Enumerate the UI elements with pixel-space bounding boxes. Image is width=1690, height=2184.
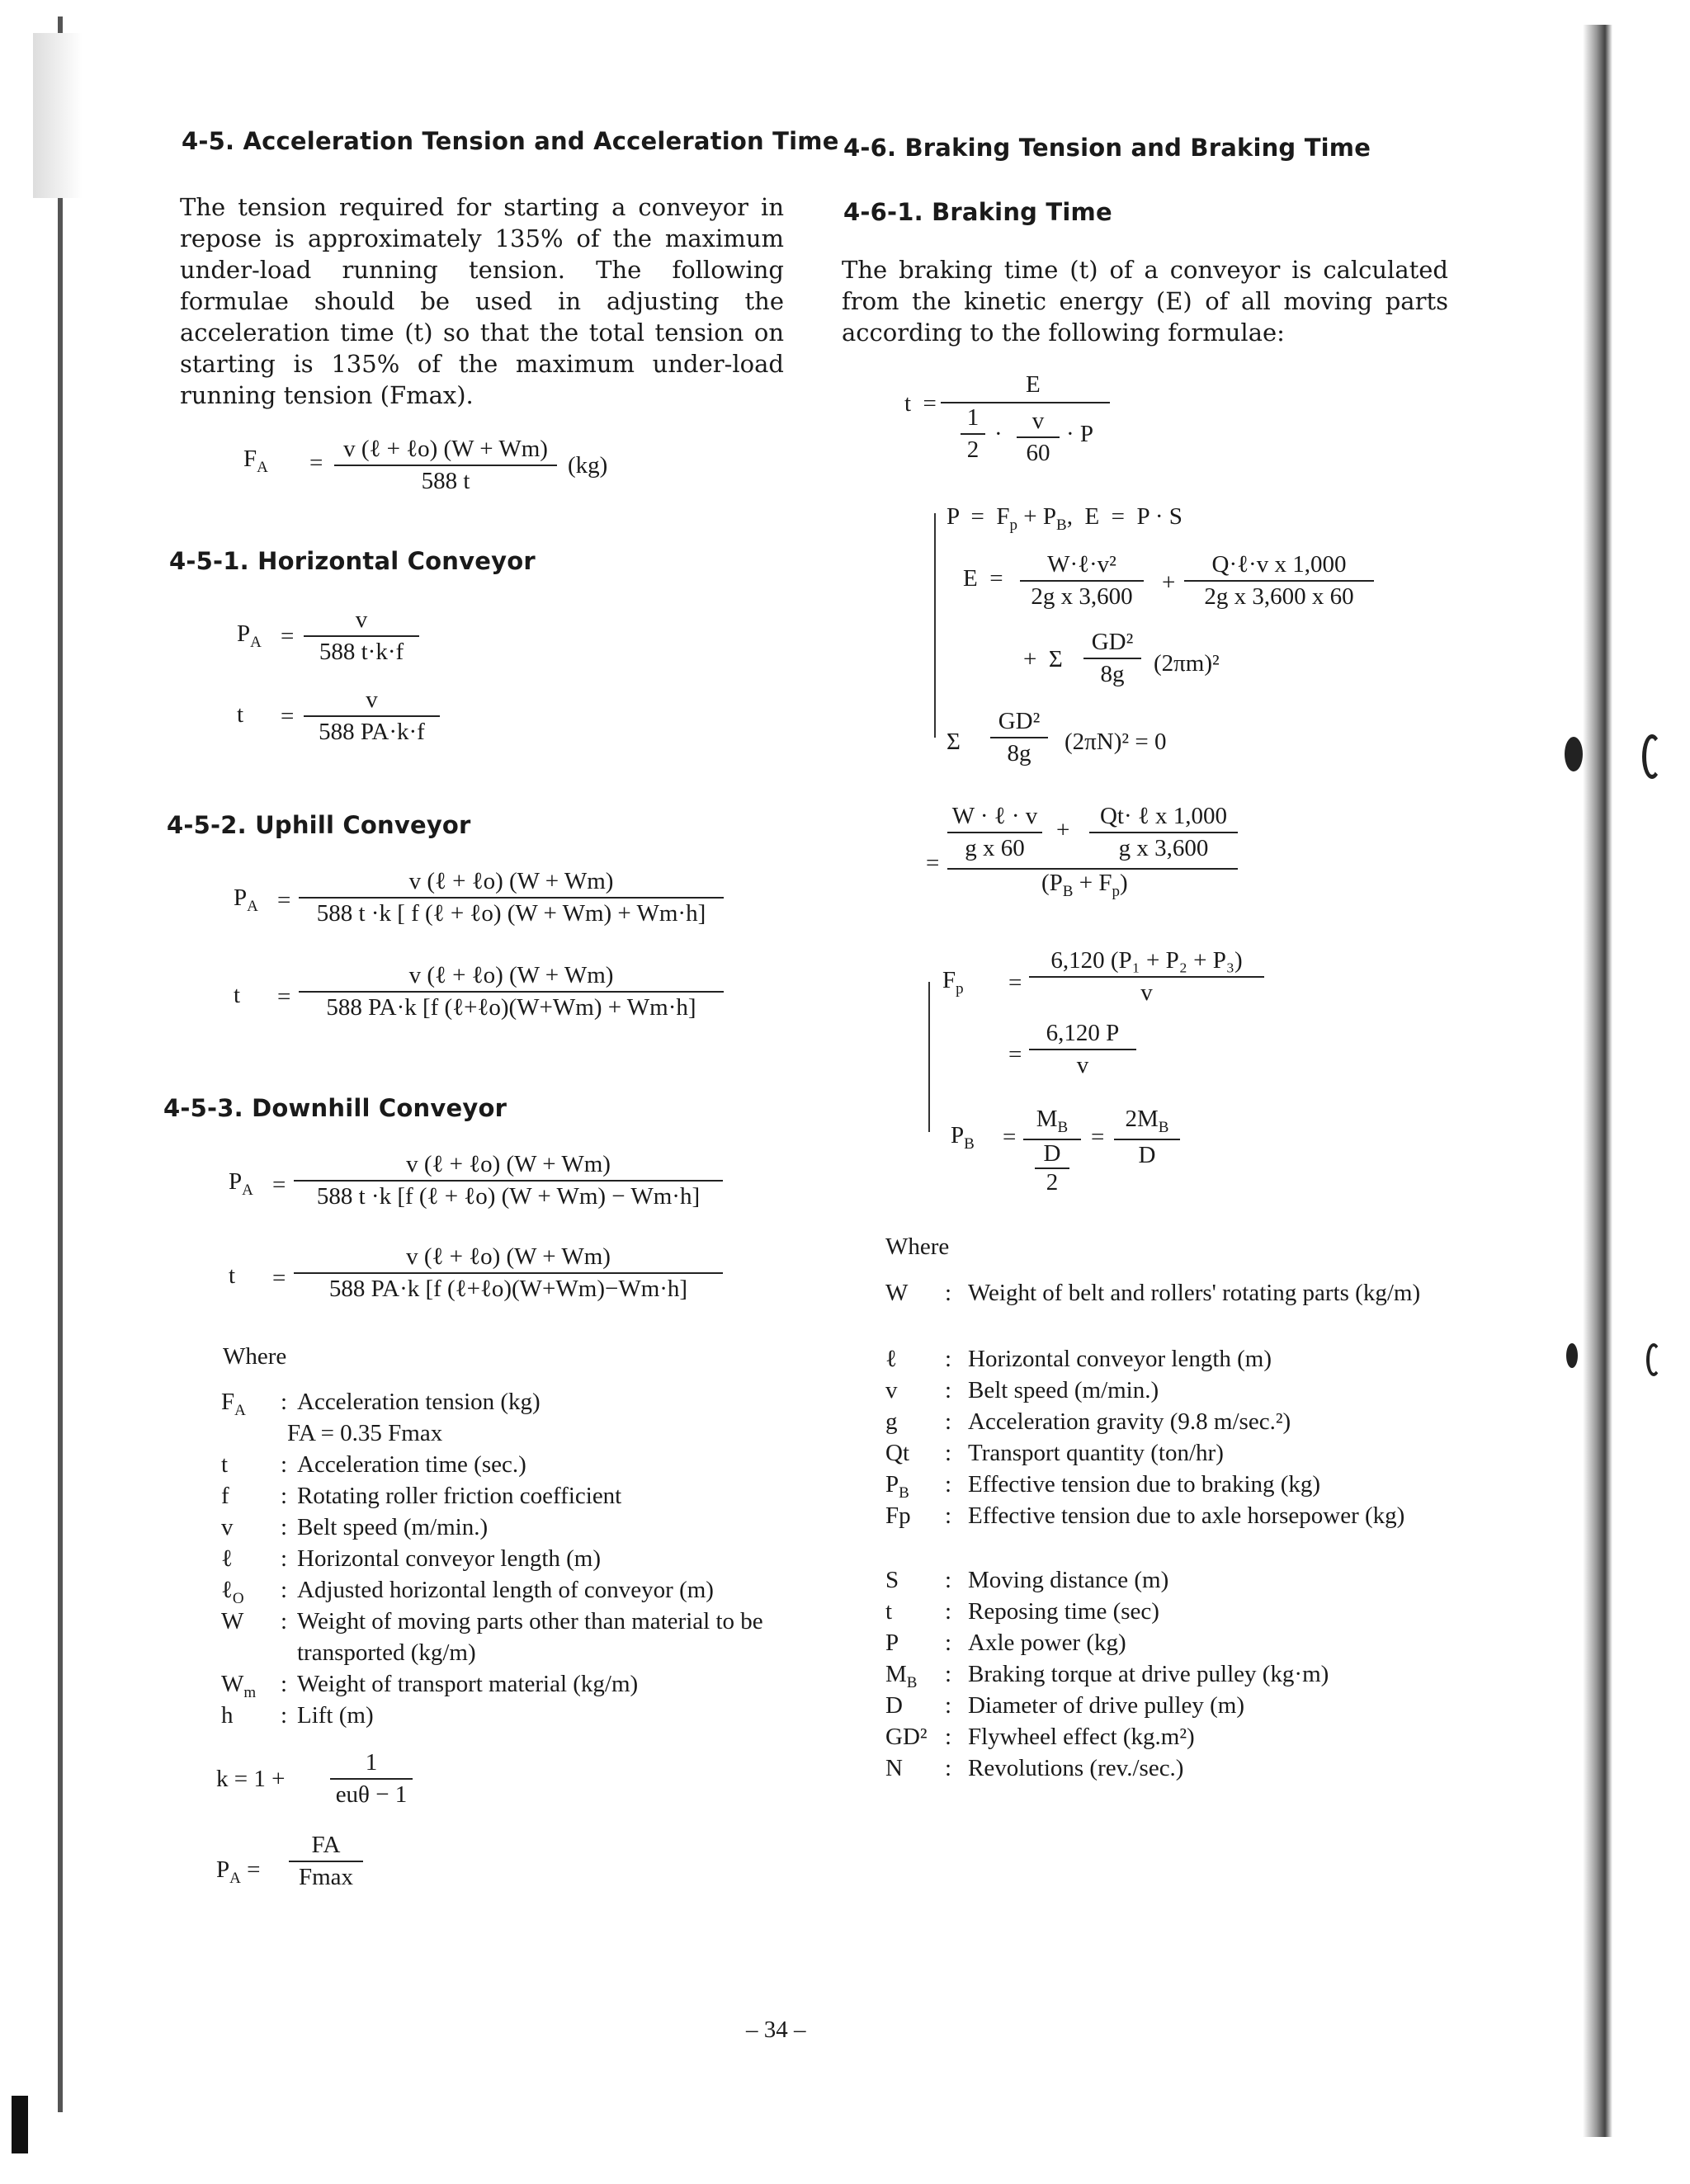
right-def-d: D : Diameter of drive pulley (m) (885, 1690, 1447, 1721)
right-def-fp: Fp : Effective tension due to axle horsepower (kg) (885, 1500, 1447, 1563)
k-fraction (330, 1749, 413, 1809)
half-denominator: 2 (966, 436, 980, 463)
def-symbol: g (885, 1408, 898, 1435)
scan-bottom-mark (12, 2096, 28, 2153)
def-symbol: t (221, 1451, 229, 1478)
def-text: FA = 0.35 Fmax (287, 1420, 443, 1446)
h-pa-equals: = (281, 623, 295, 649)
v60-numerator: v (1017, 408, 1060, 438)
def-symbol: v (885, 1377, 898, 1403)
def-symbol: GD² (885, 1724, 928, 1750)
section-4-6-title: 4-6. Braking Tension and Braking Time (843, 134, 1371, 162)
u-pa-fraction (299, 868, 724, 927)
v60-fraction (1017, 408, 1060, 467)
big-plus: + (1056, 817, 1070, 843)
fa-unit: (kg) (568, 452, 608, 479)
fp1-numerator: 6,120 (P₁ + P₂ + P₃) (1029, 947, 1264, 978)
def-symbol: S (885, 1567, 899, 1593)
binder-hole-2 (1642, 734, 1662, 779)
t-label: t = (904, 390, 937, 417)
p-line: $P = F_p + P_B$, E = P · S (946, 503, 1183, 534)
pa2-label: $P_A$ = (216, 1856, 261, 1887)
def-symbol: ℓ (221, 1545, 233, 1572)
left-def-lo: ℓ$_O$ : Adjusted horizontal length of conveyor (m) (221, 1574, 782, 1606)
binder-hole-3 (1566, 1343, 1578, 1368)
d-pa-numerator: v (ℓ + ℓo) (W + Wm) (294, 1151, 723, 1182)
right-def-p: P : Axle power (kg) (885, 1627, 1447, 1658)
scan-right-edge (1583, 25, 1612, 2137)
pa2-numerator: FA (289, 1832, 363, 1862)
k-denominator: euθ − 1 (335, 1781, 408, 1808)
e-frac1-numerator: W·ℓ·v² (1020, 551, 1144, 582)
left-def-l: ℓ : Horizontal conveyor length (m) (221, 1543, 782, 1574)
def-text: Braking torque at drive pulley (kg·m) (968, 1661, 1329, 1687)
pa2-fraction (289, 1832, 363, 1891)
h-pa-numerator: v (304, 606, 419, 637)
u-t-numerator: v (ℓ + ℓo) (W + Wm) (299, 962, 724, 993)
e-frac2-numerator: Q·ℓ·v x 1,000 (1184, 551, 1374, 582)
e-frac1-denominator: 2g x 3,600 (1031, 583, 1133, 610)
fp1-denominator: v (1140, 979, 1153, 1006)
def-symbol: $M_B$ (885, 1661, 918, 1691)
fp2-denominator: v (1076, 1052, 1089, 1078)
def-text: Rotating roller friction coefficient (297, 1483, 622, 1509)
h-t-equals: = (281, 703, 295, 729)
two-pi-n: (2πN)² = 0 (1065, 729, 1167, 755)
fp-fraction-2 (1029, 1020, 1136, 1079)
right-def-gd2: GD² : Flywheel effect (kg.m²) (885, 1721, 1447, 1752)
def-symbol: f (221, 1483, 229, 1509)
right-def-g: g : Acceleration gravity (9.8 m/sec.²) (885, 1406, 1447, 1437)
d-t-label: t (229, 1262, 236, 1289)
left-def-fa: $F_A$ : Acceleration tension (kg) (221, 1386, 782, 1417)
def-text: Revolutions (rev./sec.) (968, 1755, 1184, 1781)
def-symbol: ℓ$_O$ (221, 1577, 244, 1607)
def-symbol: W (221, 1608, 244, 1634)
def-text: Flywheel effect (kg.m²) (968, 1724, 1195, 1750)
big-equals: = (926, 850, 940, 876)
left-def-wm: $W_m$ : Weight of transport material (kg/m) (221, 1668, 782, 1700)
fp-label: $F_p$ (942, 967, 964, 998)
gd1-denominator: 8g (1100, 661, 1125, 687)
def-text: Effective tension due to axle horsepower (kg) (968, 1502, 1405, 1529)
fa-denominator: 588 t (421, 468, 470, 494)
def-symbol: Fp (885, 1502, 911, 1529)
pb1-denominator (1023, 1140, 1081, 1196)
big-b-denominator: g x 3,600 (1118, 835, 1209, 861)
u-pa-numerator: v (ℓ + ℓo) (W + Wm) (299, 868, 724, 899)
def-text: Effective tension due to braking (kg) (968, 1471, 1321, 1498)
e-fraction-1 (1020, 551, 1144, 611)
d-t-numerator: v (ℓ + ℓo) (W + Wm) (294, 1243, 723, 1274)
def-symbol: $W_m$ (221, 1671, 257, 1701)
u-pa-label: $P_A$ (234, 884, 258, 915)
pb2-numerator: $2M_B$ (1114, 1106, 1180, 1140)
big-b-numerator: Qt· ℓ x 1,000 (1089, 803, 1238, 833)
u-pa-equals: = (277, 887, 291, 913)
left-def-fa-value (221, 1417, 782, 1449)
h-t-denominator: 588 PA·k·f (319, 719, 425, 745)
fa-label: $F_A$ (243, 446, 268, 476)
two-pi-m: (2πm)² (1154, 650, 1220, 677)
def-text: Horizontal conveyor length (m) (968, 1346, 1272, 1372)
def-symbol: $P_B$ (885, 1471, 909, 1502)
gd1-numerator: GD² (1083, 629, 1141, 659)
left-def-w: W : Weight of moving parts other than material to be transported (kg/m) (221, 1606, 782, 1668)
v60-denominator: 60 (1026, 440, 1050, 466)
u-t-fraction (299, 962, 724, 1021)
def-symbol: N (885, 1755, 903, 1781)
def-text: Axle power (kg) (968, 1630, 1126, 1656)
right-def-pb: $P_B$ : Effective tension due to braking (kg) (885, 1469, 1447, 1500)
scan-left-edge (58, 17, 63, 2112)
pb-label: $P_B$ (951, 1122, 975, 1153)
def-text: Reposing time (sec) (968, 1598, 1159, 1625)
binder-hole-1 (1565, 737, 1583, 771)
fp-equals-1: = (1008, 969, 1022, 996)
d-pa-equals: = (272, 1172, 286, 1198)
big-a-denominator: g x 60 (965, 835, 1025, 861)
left-def-h: h : Lift (m) (221, 1700, 782, 1731)
section-4-5-paragraph: The tension required for starting a conveyor in repose is approximately 135% of the maximum under-load running tension. The following formulae should be used in adjusting the acceleration time (t) so that the total tension on starting is 135% of the maximum under-load running tension (Fmax). (180, 193, 784, 409)
left-def-f: f : Rotating roller friction coefficient (221, 1480, 782, 1512)
fp-equals-2: = (1008, 1041, 1022, 1068)
def-symbol: P (885, 1630, 899, 1656)
pb1-numerator: $M_B$ (1023, 1106, 1081, 1140)
left-where-label: Where (223, 1343, 287, 1370)
def-symbol: ℓ (885, 1346, 897, 1372)
def-symbol: h (221, 1702, 234, 1729)
e-plus: + (1162, 569, 1176, 596)
def-text: Transport quantity (ton/hr) (968, 1440, 1224, 1466)
def-text: Diameter of drive pulley (m) (968, 1692, 1244, 1719)
gd-fraction-2 (990, 708, 1048, 767)
pb-fraction-1 (1023, 1106, 1081, 1196)
h-t-label: t (237, 701, 244, 728)
d-t-equals: = (272, 1265, 286, 1291)
right-def-l: ℓ : Horizontal conveyor length (m) (885, 1343, 1447, 1375)
def-text: Weight of transport material (kg/m) (297, 1671, 639, 1697)
def-text: Lift (m) (297, 1702, 374, 1729)
sigma-plus: + Σ (1023, 646, 1063, 672)
half-fraction (961, 404, 985, 464)
left-def-t: t : Acceleration time (sec.) (221, 1449, 782, 1480)
t-times-p: · P (1066, 421, 1094, 447)
def-symbol: t (885, 1598, 893, 1625)
u-t-equals: = (277, 984, 291, 1010)
brace-fp-pb (928, 982, 930, 1132)
scan-left-shadow (33, 33, 83, 198)
fa-numerator: v (ℓ + ℓo) (W + Wm) (334, 436, 557, 466)
binder-hole-4 (1646, 1343, 1661, 1376)
t-numerator: E (1026, 371, 1041, 398)
right-def-v: v : Belt speed (m/min.) (885, 1375, 1447, 1406)
gd2-numerator: GD² (990, 708, 1048, 738)
big-denominator: $(P_B + F_p)$ (1041, 870, 1128, 900)
def-symbol: $F_A$ (221, 1389, 246, 1419)
def-symbol: Qt (885, 1440, 909, 1466)
def-symbol: W (885, 1280, 909, 1306)
big-a-fraction (947, 803, 1042, 862)
fp2-numerator: 6,120 P (1029, 1020, 1136, 1050)
pb-two: 2 (1046, 1168, 1059, 1196)
e-fraction-2 (1184, 551, 1374, 611)
section-4-5-2-title: 4-5-2. Uphill Conveyor (167, 811, 471, 839)
section-4-5-1-title: 4-5-1. Horizontal Conveyor (169, 547, 536, 575)
def-text: Acceleration time (sec.) (297, 1451, 526, 1478)
right-def-t: t : Reposing time (sec) (885, 1596, 1447, 1627)
pb-fraction-2 (1114, 1106, 1180, 1169)
half-numerator: 1 (961, 404, 985, 435)
def-text: Belt speed (m/min.) (297, 1514, 489, 1540)
def-text: Belt speed (m/min.) (968, 1377, 1159, 1403)
pb2-denominator: D (1138, 1141, 1156, 1168)
section-4-5-title: 4-5. Acceleration Tension and Acceleration Time (182, 127, 839, 155)
def-symbol: v (221, 1514, 234, 1540)
fp-fraction-1 (1029, 947, 1264, 1007)
t-dot: · (994, 421, 1003, 447)
u-pa-denominator: 588 t ·k [ f (ℓ + ℓo) (W + Wm) + Wm·h] (316, 900, 706, 927)
def-text: Acceleration gravity (9.8 m/sec.²) (968, 1408, 1291, 1435)
big-a-numerator: W · ℓ · v (947, 803, 1042, 833)
def-text: Weight of belt and rollers' rotating parts (kg/m) (968, 1280, 1421, 1306)
h-pa-label: $P_A$ (237, 620, 262, 651)
right-def-qt: Qt : Transport quantity (ton/hr) (885, 1437, 1447, 1469)
gd2-denominator: 8g (1007, 740, 1031, 767)
k-label: k = 1 + (216, 1766, 286, 1792)
def-text: Acceleration tension (kg) (297, 1389, 541, 1415)
u-t-label: t (234, 982, 241, 1008)
h-pa-denominator: 588 t·k·f (319, 639, 404, 665)
h-t-fraction (304, 686, 440, 746)
def-text: Moving distance (m) (968, 1567, 1169, 1593)
section-4-5-3-title: 4-5-3. Downhill Conveyor (163, 1094, 507, 1122)
def-text: Horizontal conveyor length (m) (297, 1545, 602, 1572)
right-def-s: S : Moving distance (m) (885, 1564, 1447, 1596)
pa2-denominator: Fmax (298, 1864, 354, 1890)
h-t-numerator: v (304, 686, 440, 717)
e-frac2-denominator: 2g x 3,600 x 60 (1204, 583, 1354, 610)
fa-fraction (334, 436, 557, 495)
gd-fraction-1 (1083, 629, 1141, 688)
e-label: E = (963, 565, 1003, 592)
pb-equals-2: = (1091, 1124, 1105, 1150)
left-def-v: v : Belt speed (m/min.) (221, 1512, 782, 1543)
d-pa-denominator: 588 t ·k [f (ℓ + ℓo) (W + Wm) − Wm·h] (316, 1183, 701, 1210)
big-b-fraction (1089, 803, 1238, 862)
def-text: Adjusted horizontal length of conveyor (m) (297, 1577, 714, 1603)
pb-equals-1: = (1003, 1124, 1017, 1150)
t-fraction-bar (941, 402, 1110, 403)
page-number: – 34 – (746, 2017, 806, 2043)
section-4-6-1-title: 4-6-1. Braking Time (843, 198, 1112, 226)
d-pa-label: $P_A$ (229, 1168, 253, 1199)
right-def-mb: $M_B$ : Braking torque at drive pulley (kg·m) (885, 1658, 1447, 1690)
h-pa-fraction (304, 606, 419, 666)
section-4-6-1-paragraph: The braking time (t) of a conveyor is calculated from the kinetic energy (E) of all moving parts according to the following formulae: (842, 256, 1448, 347)
d-t-fraction (294, 1243, 723, 1303)
brace-energy (934, 513, 936, 738)
sigma-2: Σ (946, 729, 961, 755)
right-where-label: Where (885, 1234, 950, 1260)
d-t-denominator: 588 PA·k [f (ℓ+ℓo)(W+Wm)−Wm·h] (328, 1276, 688, 1302)
right-def-w: W : Weight of belt and rollers' rotating parts (kg/m) (885, 1277, 1447, 1340)
def-text: Weight of moving parts other than material to be transported (kg/m) (297, 1608, 763, 1666)
pb-d: D (1035, 1140, 1069, 1169)
right-def-n: N : Revolutions (rev./sec.) (885, 1752, 1447, 1784)
k-numerator: 1 (330, 1749, 413, 1780)
u-t-denominator: 588 PA·k [f (ℓ+ℓo)(W+Wm) + Wm·h] (326, 994, 696, 1021)
def-symbol: D (885, 1692, 903, 1719)
fa-equals: = (309, 450, 323, 476)
d-pa-fraction (294, 1151, 723, 1210)
